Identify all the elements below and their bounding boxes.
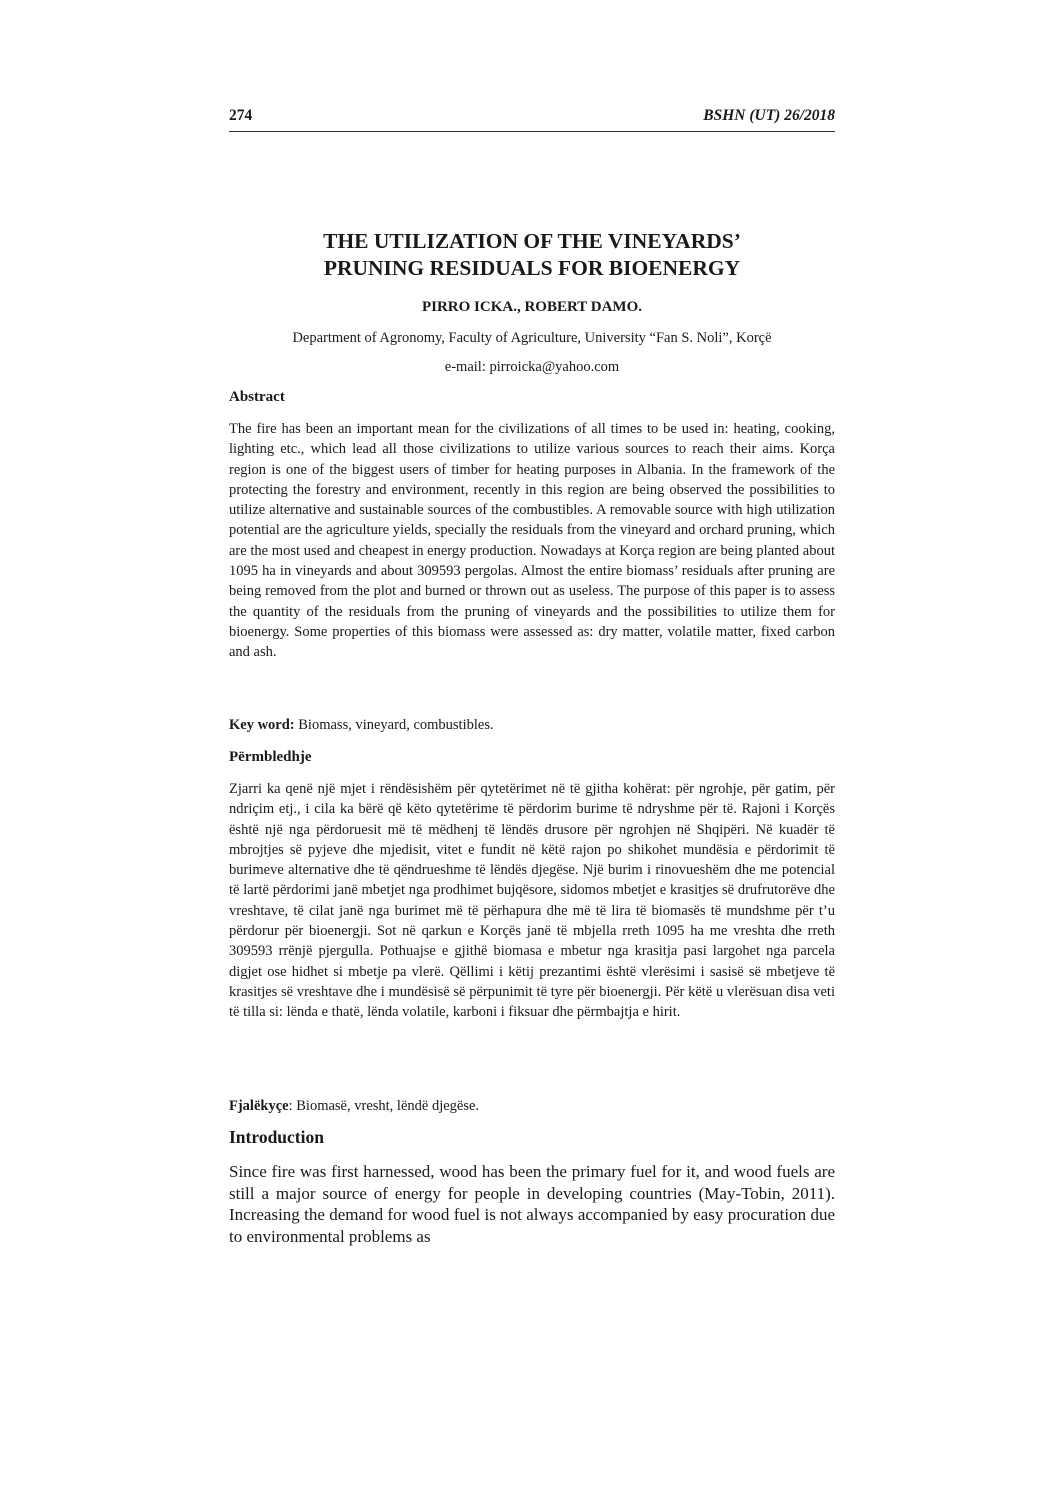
fjalekyce-label: Fjalëkyçe — [229, 1098, 289, 1114]
affiliation: Department of Agronomy, Faculty of Agriculture, University “Fan S. Noli”, Korçë — [292, 330, 772, 346]
abstract-keywords — [229, 717, 835, 734]
keywords-list: Biomass, vineyard, combustibles. — [294, 717, 494, 733]
paper-title — [229, 228, 835, 282]
authors: PIRRO ICKA., ROBERT DAMO. — [421, 299, 643, 315]
introduction-heading: Introduction — [229, 1127, 324, 1147]
introduction-text: Since fire was first harnessed, wood has been the primary fuel for it, and wood fuels are still a major source of energy for people in developing countries (May-Tobin, 2011). Increasing the demand for wood fuel is not always accompanied by easy procuration due to environmental problems as — [229, 1162, 835, 1246]
abstract-text: The fire has been an important mean for the civilizations of all times to be used in: heating, cooking, lighting etc., which lead all those civilizations to utilize various sources to reach their aims. Korça region is one of the biggest users of timber for heating purposes in Albania. In the framework of the protecting the forestry and environment, recently in this region are being observed the possibilities to utilize alternative and sustainable sources of the combustibles. A removable source with high utilization potential are the agriculture yields, specially the residuals from the vineyard and orchard pruning, which are the most used and cheapest in energy production. Nowadays at Korça region are being planted about 1095 ha in vineyards and about 309593 pergolas. Almost the entire biomass’ residuals after pruning are being removed from the plot and burned or thrown out as useless. The purpose of this paper is to assess the quantity of the residuals from the pruning of vineyards and the possibilities to utilize them for bioenergy. Some properties of this biomass were assessed as: dry matter, volatile matter, fixed carbon and ash. — [229, 421, 835, 661]
title-line-1: THE UTILIZATION OF THE VINEYARDS’ — [323, 229, 741, 253]
page-number: 274 — [229, 107, 253, 124]
permbledhje-heading: Përmbledhje — [229, 749, 312, 765]
author-email: e-mail: pirroicka@yahoo.com — [444, 359, 620, 375]
permbledhje-keywords — [229, 1098, 835, 1115]
journal-reference: BSHN (UT) 26/2018 — [703, 107, 835, 124]
running-header — [229, 107, 835, 132]
title-line-2: PRUNING RESIDUALS FOR BIOENERGY — [323, 256, 741, 280]
abstract-heading: Abstract — [229, 389, 285, 405]
permbledhje-text: Zjarri ka qenë një mjet i rëndësishëm për qytetërimet në të gjitha kohërat: për ngrohje, për gatim, për ndriçim etj., i cila ka bërë që këto qytetërime të përdorim burime të ndryshme për të. Rajoni i Korçës është një nga përdoruesit më të mëdhenj të lëndës drusore për ngrohjen në Shqipëri. Në kuadër të mbrojtjes së pyjeve dhe mjedisit, vitet e fundit në këtë rajon po shikohet mundësia e përdorimit të burimeve alternative dhe të qëndrueshme të lëndës djegëse. Një burim i rinovueshëm dhe me potencial të lartë përdorimi janë mbetjet nga prodhimet bujqësore, sidomos mbetjet e krasitjes së drufrutorëve dhe vreshtave, të cilat janë nga burimet më të përhapura dhe më të lira të biomasës të mundshme për t’u përdorur për bioenergji. Sot në qarkun e Korçës janë të mbjella rreth 1095 ha me vreshta dhe rreth 309593 rrënjë pjergulla. Pothuajse e gjithë biomasa e mbetur nga krasitja pasi largohet nga parcela digjet ose hidhet si mbetje pa vlerë. Qëllimi i këtij prezantimi është vlerësimi i sasisë së mbetjeve të krasitjes së vreshtave dhe i mundësisë së përpunimit të tyre për bioenergji. Për këtë u vlerësuan disa veti të tilla si: lënda e thatë, lënda volatile, karboni i fiksuar dhe përmbajtja e hirit. — [229, 781, 835, 1021]
keywords-label: Key word: — [229, 717, 295, 733]
fjalekyce-list: : Biomasë, vresht, lëndë djegëse. — [288, 1098, 480, 1114]
